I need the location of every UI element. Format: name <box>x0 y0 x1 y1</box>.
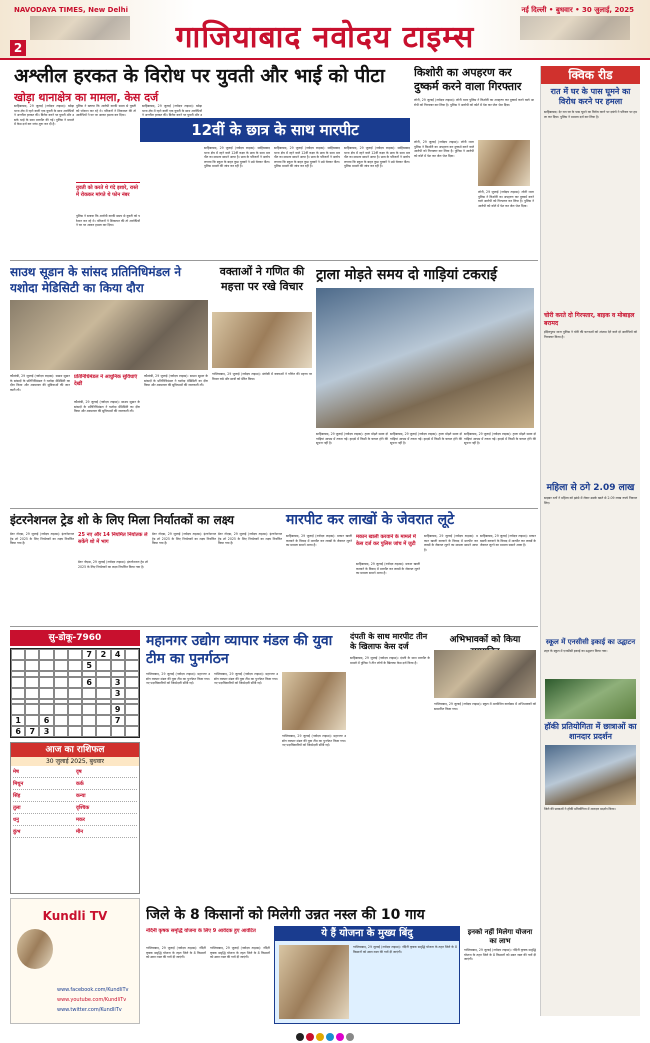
sudoku-cell <box>68 649 82 660</box>
horoscope-sign: मीन <box>76 828 137 838</box>
robbery-body-col3: साहिबाबाद, 29 जुलाई (नवोदय टाइम्स): मकान खाली करवाने के विवाद में मारपीट कर लाखों के जेवरात लूटने का मामला सामने आया है। <box>424 534 478 552</box>
vyapar-body-col3: गाजियाबाद, 29 जुलाई (नवोदय टाइम्स): महानगर उद्योग व्यापार मंडल की युवा टीम का पुनर्गठन किया गया। नए पदाधिकारियों को जिम्मेदारी सौंपी गई। <box>282 734 346 748</box>
sudoku-cell: 4 <box>111 649 125 660</box>
skyline-right-image <box>520 16 630 40</box>
quick-item4-body: शहर के स्कूल में एनसीसी इकाई का उद्घाटन किया गया। <box>544 649 608 653</box>
sudoku-title: सु-डोकू-7960 <box>48 633 102 643</box>
sudoku-cell: 6 <box>82 677 96 688</box>
horoscope-sign: मिथुन <box>13 780 74 790</box>
quick-item2-headline: चोरी करते दो गिरफ्तार, बाइक व मोबाइल बरामद <box>544 312 635 327</box>
sudoku-cell <box>96 704 110 715</box>
dowry-body: साहिबाबाद, 29 जुलाई (नवोदय टाइम्स): दंपती के साथ मारपीट के मामले में पुलिस ने तीन लोगों के खिलाफ केस दर्ज किया है। <box>350 656 430 665</box>
sudoku-cell: 7 <box>111 715 125 726</box>
divider-2 <box>10 508 538 509</box>
sudoku-cell: 5 <box>82 660 96 671</box>
ad-line2[interactable]: www.youtube.com/KundliTv <box>57 997 127 1003</box>
sudoku-cell <box>82 688 96 699</box>
quick-read-label: क्विक रीड <box>541 66 640 84</box>
sudoku-cell <box>68 726 82 737</box>
sudoku-cell <box>125 649 139 660</box>
vyapar-photo <box>282 672 346 730</box>
lead-body-col1: साहिबाबाद, 29 जुलाई (नवोदय टाइम्स): खोड़ा थाना क्षेत्र में रहने वाली एक युवती के साथ आरोपियों ने अश्लील हरकत की। विरोध करने पर युवती और उसके भाई के साथ मारपीट की गई। पुलिस ने मामले में केस दर्ज कर जांच शुरू कर दी है। <box>14 104 74 127</box>
lead-subhead: खोड़ा थानाक्षेत्र का मामला, केस दर्ज <box>14 91 159 104</box>
sudoku-cell <box>96 660 110 671</box>
sudoku-cell: 2 <box>96 649 110 660</box>
sudoku-cell <box>111 726 125 737</box>
quick-item4-headline: स्कूल में एनसीसी इकाई का उद्घाटन <box>545 638 636 646</box>
quick-item5-body: जिले की छात्राओं ने हॉकी प्रतियोगिता में शानदार प्रदर्शन किया। <box>544 807 616 811</box>
sudoku-cell: 3 <box>111 688 125 699</box>
cow-box-title: ये हैं योजना के मुख्य बिंदु <box>275 927 459 941</box>
ad-figure <box>17 929 53 969</box>
trade-body-col3: ग्रेटर नोएडा, 29 जुलाई (नवोदय टाइम्स): इंटरनेशनल ट्रेड शो 2025 के लिए निर्यातकों का लक्ष्य निर्धारित किया गया है। <box>152 532 216 546</box>
story2-headline: 12वीं के छात्र के साथ मारपीट <box>191 121 359 139</box>
sudoku-cell: 3 <box>39 726 53 737</box>
sudoku-cell <box>11 704 25 715</box>
sudoku-cell <box>68 660 82 671</box>
sudoku-cell <box>25 688 39 699</box>
sudan-body-col3: कौशांबी, 29 जुलाई (नवोदय टाइम्स): साउथ सूडान के सांसदों के प्रतिनिधिमंडल ने यशोदा मेडिसिटी का दौरा किया और अस्पताल की सुविधाओं की जानकारी ली। <box>144 374 208 388</box>
sudoku-cell <box>25 660 39 671</box>
sudoku-cell <box>82 726 96 737</box>
robbery-body-col1: साहिबाबाद, 29 जुलाई (नवोदय टाइम्स): मकान खाली करवाने के विवाद में मारपीट कर लाखों के जेवरात लूटने का मामला सामने आया है। <box>286 534 352 548</box>
edition-label: NAVODAYA TIMES, New Delhi <box>14 6 128 14</box>
story2-col3: साहिबाबाद, 29 जुलाई (नवोदय टाइम्स): साहिबाबाद थाना क्षेत्र में रहने वाले 12वीं कक्षा के छात्र के साथ मारपीट का मामला सामने आया है। छात्र के परिजनों ने आरोप लगाया कि स्कूल के बाहर कुछ युवकों ने उसे घेरकर पीटा। पुलिस मामले की जांच कर रही है। <box>344 146 410 169</box>
sudoku-grid <box>10 648 140 738</box>
sudan-photo <box>10 300 208 370</box>
sudoku-cell <box>25 649 39 660</box>
truck-photo <box>316 288 534 428</box>
horoscope-signs <box>11 766 139 840</box>
sudoku-cell <box>54 660 68 671</box>
dateline: नई दिल्ली • बुधवार • 30 जुलाई, 2025 <box>521 6 634 14</box>
trade-body-col4: ग्रेटर नोएडा, 29 जुलाई (नवोदय टाइम्स): इंटरनेशनल ट्रेड शो 2025 के लिए निर्यातकों का लक्ष्य निर्धारित किया गया है। <box>218 532 282 546</box>
sudoku-cell <box>96 688 110 699</box>
quick-read-body: साहिबाबाद: देर रात घर के पास घूमने का विरोध करने पर दबंगों ने परिवार पर हमला कर दिया। पुलिस ने मामला दर्ज कर लिया है। <box>544 110 637 119</box>
masthead <box>0 0 650 60</box>
sudoku-cell <box>111 660 125 671</box>
sudoku-cell <box>96 726 110 737</box>
horoscope-sign: वृश्चिक <box>76 804 137 814</box>
sudoku-cell <box>39 660 53 671</box>
accused-photo <box>478 140 530 186</box>
sudoku-cell <box>68 715 82 726</box>
footer-colorbar <box>0 1030 650 1043</box>
sudoku-cell <box>39 649 53 660</box>
sudoku-cell <box>54 688 68 699</box>
quick-item2-body: इंदिरापुरम थाना पुलिस ने चोरी की घटनाओं को अंजाम देने वाले दो आरोपियों को गिरफ्तार किया है। <box>544 330 637 339</box>
story3-body-3: लोनी, 29 जुलाई (नवोदय टाइम्स): लोनी थाना पुलिस ने किशोरी का अपहरण कर दुष्कर्म करने वाले आरोपी को गिरफ्तार कर लिया है। पुलिस ने आरोपी को कोर्ट में पेश कर जेल भेज दिया। <box>478 190 534 208</box>
truck-body-col2: साहिबाबाद, 29 जुलाई (नवोदय टाइम्स): ट्राला मोड़ते समय दो गाड़ियां आपस में टकरा गईं। हादसे में किसी के घायल होने की सूचना नहीं है। <box>390 432 462 446</box>
truck-headline: ट्राला मोड़ते समय दो गाड़ियां टकराई <box>316 267 498 283</box>
sudoku-cell <box>11 677 25 688</box>
sudoku-cell <box>96 677 110 688</box>
story3-body-2: लोनी, 29 जुलाई (नवोदय टाइम्स): लोनी थाना पुलिस ने किशोरी का अपहरण कर दुष्कर्म करने वाले आरोपी को गिरफ्तार कर लिया है। पुलिस ने आरोपी को कोर्ट में पेश कर जेल भेज दिया। <box>414 140 474 158</box>
horoscope-sign: तुला <box>13 804 74 814</box>
horoscope-sign: मकर <box>76 816 137 826</box>
sudoku-cell <box>96 715 110 726</box>
ad-brand: Kundli TV <box>42 909 108 923</box>
quick-item3-body: साइबर ठगों ने महिला को झांसे में लेकर उसके खाते से 2.09 लाख रुपये निकाल लिए। <box>544 496 637 505</box>
sudoku-cell: 9 <box>111 704 125 715</box>
horoscope-sign: सिंह <box>13 792 74 802</box>
story2-col2: साहिबाबाद, 29 जुलाई (नवोदय टाइम्स): साहिबाबाद थाना क्षेत्र में रहने वाले 12वीं कक्षा के छात्र के साथ मारपीट का मामला सामने आया है। छात्र के परिजनों ने आरोप लगाया कि स्कूल के बाहर कुछ युवकों ने उसे घेरकर पीटा। पुलिस मामले की जांच कर रही है। <box>274 146 340 169</box>
sudoku-cell <box>54 704 68 715</box>
sudoku-cell <box>11 660 25 671</box>
sudoku-cell <box>25 677 39 688</box>
truck-body-col1: साहिबाबाद, 29 जुलाई (नवोदय टाइम्स): ट्राला मोड़ते समय दो गाड़ियां आपस में टकरा गईं। हादसे में किसी के घायल होने की सूचना नहीं है। <box>316 432 388 446</box>
lead-inset: युवती को करते थे गंदे इशारे, रास्ते में रोककर मांगते थे फोन नंबर <box>76 182 140 212</box>
cow-photo <box>279 945 349 1019</box>
sudoku-cell <box>39 704 53 715</box>
sudoku-cell: 7 <box>25 726 39 737</box>
robbery-headline: मारपीट कर लाखों के जेवरात लूटे <box>286 512 455 528</box>
cow-scheme: नंदिनी कृषक समृद्धि योजना के लिए 9 आवेदक हुए आवंटित <box>146 928 256 934</box>
sudoku-cell: 7 <box>82 649 96 660</box>
vyapar-headline: महानगर उद्योग व्यापार मंडल की युवा टीम का पुनर्गठन <box>146 633 333 667</box>
sudoku-cell: 1 <box>11 715 25 726</box>
sudoku-cell: 3 <box>111 677 125 688</box>
award-headline: अभिभावकों को किया <box>449 635 521 645</box>
cow-body-col2: गाजियाबाद, 29 जुलाई (नवोदय टाइम्स): नंदिनी कृषक समृद्धि योजना के तहत जिले के 8 किसानों को उन्नत नस्ल की गायें दी जाएंगी। <box>210 946 270 960</box>
story2-banner <box>140 118 410 142</box>
sudoku-cell <box>25 704 39 715</box>
horoscope-sign: कन्या <box>76 792 137 802</box>
horoscope-date: 30 जुलाई 2025, बुधवार <box>11 757 139 766</box>
lead-body-col2: पुलिस ने बताया कि आरोपी काफी समय से युवती को परेशान कर रहे थे। परिजनों ने शिकायत की तो आरोपियों ने घर पर आकर हमला कर दिया। <box>76 104 136 118</box>
sudoku-cell <box>68 688 82 699</box>
trade-body-col2: ग्रेटर नोएडा, 29 जुलाई (नवोदय टाइम्स): इंटरनेशनल ट्रेड शो 2025 के लिए निर्यातकों का लक्ष्य निर्धारित किया गया है। <box>78 560 148 569</box>
quick-read-headline: रात में घर के पास घूमने का विरोध करने पर हमला <box>550 87 631 106</box>
ad-line3[interactable]: www.twitter.com/KundliTv <box>57 1007 122 1013</box>
horoscope-title: आज का राशिफल <box>11 743 139 757</box>
sudoku-cell <box>54 649 68 660</box>
robbery-inset: मकान खाली करवाने के मामले में केस दर्ज कर पुलिस जांच में जुटी <box>356 534 416 547</box>
sudoku-cell <box>125 660 139 671</box>
sudoku-cell <box>125 726 139 737</box>
sudoku-cell <box>54 726 68 737</box>
horoscope-sign: मेष <box>13 768 74 778</box>
math-headline: वक्ताओं ने गणित की महत्ता पर रखे विचार <box>219 265 305 293</box>
cow-box-body: गाजियाबाद, 29 जुलाई (नवोदय टाइम्स): नंदिनी कृषक समृद्धि योजना के तहत जिले के 8 किसानों को उन्नत नस्ल की गायें दी जाएंगी। <box>353 945 457 954</box>
award-body: गाजियाबाद, 29 जुलाई (नवोदय टाइम्स): स्कूल में आयोजित कार्यक्रम में अभिभावकों को सम्मानित किया गया। <box>434 702 536 711</box>
robbery-body-col4: साहिबाबाद, 29 जुलाई (नवोदय टाइम्स): मकान खाली करवाने के विवाद में मारपीट कर लाखों के जेवरात लूटने का मामला सामने आया है। <box>480 534 536 548</box>
horoscope-sign: कुंभ <box>13 828 74 838</box>
quick-item3-headline: महिला से ठगे 2.09 लाख <box>546 483 635 493</box>
sudoku-cell <box>39 688 53 699</box>
sudoku-cell <box>82 704 96 715</box>
cow-body-col1: गाजियाबाद, 29 जुलाई (नवोदय टाइम्स): नंदिनी कृषक समृद्धि योजना के तहत जिले के 8 किसानों को उन्नत नस्ल की गायें दी जाएंगी। <box>146 946 206 960</box>
quick-item5-headline: हॉकी प्रतियोगिता में छात्राओं का शानदार प्रदर्शन <box>544 722 637 741</box>
trade-inset: 25 नए और 14 नियमित निर्यातक ले सकेंगे शो में भाग <box>78 532 148 545</box>
lead-headline: अश्लील हरकत के विरोध पर युवती और भाई को पीटा <box>14 65 385 87</box>
kundli-ad <box>10 898 140 1024</box>
skyline-left-image <box>30 16 130 40</box>
robbery-body-col2: साहिबाबाद, 29 जुलाई (नवोदय टाइम्स): मकान खाली करवाने के विवाद में मारपीट कर लाखों के जेवरात लूटने का मामला सामने आया है। <box>356 562 420 576</box>
divider-1 <box>10 260 538 261</box>
sudan-body-col2: कौशांबी, 29 जुलाई (नवोदय टाइम्स): साउथ सूडान के सांसदों के प्रतिनिधिमंडल ने यशोदा मेडिसिटी का दौरा किया और अस्पताल की सुविधाओं की जानकारी ली। <box>74 400 140 414</box>
horoscope-sign: धनु <box>13 816 74 826</box>
sudoku-cell: 6 <box>11 726 25 737</box>
sudoku-cell <box>125 688 139 699</box>
divider-3 <box>10 626 538 627</box>
vyapar-body-col1: गाजियाबाद, 29 जुलाई (नवोदय टाइम्स): महानगर उद्योग व्यापार मंडल की युवा टीम का पुनर्गठन किया गया। नए पदाधिकारियों को जिम्मेदारी सौंपी गई। <box>146 672 210 686</box>
sudoku-cell <box>25 715 39 726</box>
page-number: 2 <box>10 40 26 56</box>
horoscope-sign: कर्क <box>76 780 137 790</box>
horoscope-sign: वृष <box>76 768 137 778</box>
dowry-headline: दंपती के साथ मारपीट तीन के खिलाफ केस दर्ज <box>350 632 428 651</box>
sudoku-cell <box>68 677 82 688</box>
paper-title: गाजियाबाद नवोदय टाइम्स <box>175 20 475 55</box>
trade-headline: इंटरनेशनल ट्रेड शो के लिए मिला निर्यातकों का लक्ष्य <box>10 513 235 527</box>
math-photo <box>212 312 312 368</box>
ad-line1[interactable]: www.facebook.com/KundliTv <box>57 987 129 993</box>
vyapar-body-col2: गाजियाबाद, 29 जुलाई (नवोदय टाइम्स): महानगर उद्योग व्यापार मंडल की युवा टीम का पुनर्गठन किया गया। नए पदाधिकारियों को जिम्मेदारी सौंपी गई। <box>214 672 278 686</box>
horoscope-panel <box>10 742 140 894</box>
sudoku-cell <box>39 677 53 688</box>
cow-headline: जिले के 8 किसानों को मिलेगी उन्नत नस्ल की 10 गाय <box>146 907 425 923</box>
cow-box <box>274 926 460 1024</box>
sudoku-cell <box>54 715 68 726</box>
sudan-headline: साउथ सूडान के सांसद प्रतिनिधिमंडल ने यशोदा मेडिसिटी का किया दौरा <box>10 265 181 295</box>
robbery-banner <box>286 510 536 530</box>
sudoku-header <box>10 630 140 646</box>
sudoku-cell <box>82 715 96 726</box>
sudoku-cell <box>11 649 25 660</box>
ncc-photo <box>545 679 636 719</box>
sudoku-cell <box>11 688 25 699</box>
lead-body-col4: साहिबाबाद, 29 जुलाई (नवोदय टाइम्स): खोड़ा थाना क्षेत्र में रहने वाली एक युवती के साथ आरोपियों ने अश्लील हरकत की। विरोध करने पर युवती और उ <box>142 104 202 118</box>
sudoku-cell <box>54 677 68 688</box>
sudoku-cell: 6 <box>39 715 53 726</box>
sudan-body-col1: कौशांबी, 29 जुलाई (नवोदय टाइम्स): साउथ सूडान के सांसदों के प्रतिनिधिमंडल ने यशोदा मेडिसिटी का दौरा किया और अस्पताल की सुविधाओं की जानकारी ली। <box>10 374 70 392</box>
truck-body-col3: साहिबाबाद, 29 जुलाई (नवोदय टाइम्स): ट्राला मोड़ते समय दो गाड़ियां आपस में टकरा गईं। हादसे में किसी के घायल होने की सूचना नहीं है। <box>464 432 536 446</box>
cow-side-title: इनको नहीं मिलेगा योजना का लाभ <box>467 928 533 945</box>
sudoku-cell <box>68 704 82 715</box>
math-body: गाजियाबाद, 29 जुलाई (नवोदय टाइम्स): संगोष्ठी में वक्ताओं ने गणित की महत्ता पर विचार रखे और छात्रों को प्रेरित किया। <box>212 372 312 381</box>
lead-body-col3: पुलिस ने बताया कि आरोपी काफी समय से युवती को परेशान कर रहे थे। परिजनों ने शिकायत की तो आरोपियों ने घर पर आकर हमला कर दिया। <box>76 214 140 228</box>
sudoku-cell <box>125 715 139 726</box>
story2-col1: साहिबाबाद, 29 जुलाई (नवोदय टाइम्स): साहिबाबाद थाना क्षेत्र में रहने वाले 12वीं कक्षा के छात्र के साथ मारपीट का मामला सामने आया है। छात्र के परिजनों ने आरोप लगाया कि स्कूल के बाहर कुछ युवकों ने उसे घेरकर पीटा। पुलिस मामले की जांच कर रही है। <box>204 146 270 169</box>
sudoku-cell <box>125 704 139 715</box>
quick-read-panel <box>540 66 640 1016</box>
sudoku-cell <box>125 677 139 688</box>
story3-headline: किशोरी का अपहरण कर दुष्कर्म करने वाला गिरफ्तार <box>414 66 522 93</box>
award-photo <box>434 650 536 698</box>
trade-body-col1: ग्रेटर नोएडा, 29 जुलाई (नवोदय टाइम्स): इंटरनेशनल ट्रेड शो 2025 के लिए निर्यातकों का लक्ष्य निर्धारित किया गया है। <box>10 532 74 546</box>
sudan-inset: प्रतिनिधिमंडल ने आधुनिक सुविधाएं देखीं <box>74 374 138 387</box>
story3-body: लोनी, 29 जुलाई (नवोदय टाइम्स): लोनी थाना पुलिस ने किशोरी का अपहरण कर दुष्कर्म करने वाले आरोपी को गिरफ्तार कर लिया है। पुलिस ने आरोपी को कोर्ट में पेश कर जेल भेज दिया। <box>414 98 534 107</box>
cow-side-body: गाजियाबाद, 29 जुलाई (नवोदय टाइम्स): नंदिनी कृषक समृद्धि योजना के तहत जिले के 8 किसानों को उन्नत नस्ल की गायें दी जाएंगी। <box>464 948 536 962</box>
hockey-photo <box>545 745 636 805</box>
